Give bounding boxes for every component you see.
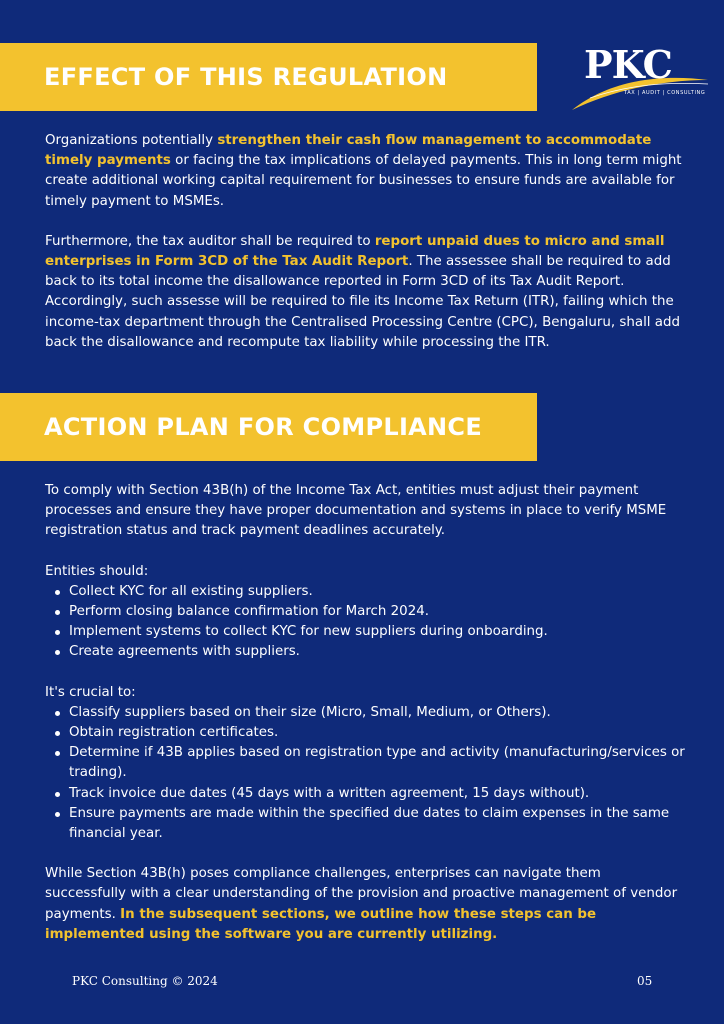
effect-section-body <box>45 131 685 353</box>
list-item: Perform closing balance confirmation for March 2024. <box>45 602 685 622</box>
text: Organizations potentially <box>45 133 218 148</box>
closing-paragraph <box>45 864 685 945</box>
text: While Section 43B(h) poses compliance challenges, enterprises can navigate them successfully with a clear understanding of the provision and proactive management of vendor payments. <box>45 866 678 922</box>
highlight-text: In the subsequent sections, we outline how these steps can be implemented using the software you are currently utilizing. <box>45 906 597 942</box>
highlight-text: strengthen their cash flow management to accommodate timely payments <box>45 133 652 169</box>
entities-should-list <box>45 582 685 663</box>
list-title: It's crucial to: <box>45 684 136 700</box>
list-item: Determine if 43B applies based on registration type and activity (manufacturing/services or trading). <box>45 743 685 783</box>
pkc-logo <box>570 40 710 112</box>
section-heading: EFFECT OF THIS REGULATION <box>44 63 448 91</box>
text: or facing the tax implications of delayed payments. This in long term might create additional working capital requirement for businesses to ensure funds are available for timely payment to MSMEs. <box>45 153 682 209</box>
section-banner-action-plan <box>0 393 537 461</box>
paragraph <box>45 131 685 212</box>
list-item: Obtain registration certificates. <box>45 723 685 743</box>
footer-copyright: PKC Consulting © 2024 <box>72 974 218 988</box>
paragraph <box>45 232 685 353</box>
list-item: Implement systems to collect KYC for new suppliers during onboarding. <box>45 622 685 642</box>
list-item: Create agreements with suppliers. <box>45 642 685 662</box>
list-item: Collect KYC for all existing suppliers. <box>45 582 685 602</box>
section-heading: ACTION PLAN FOR COMPLIANCE <box>44 413 483 441</box>
list-title: Entities should: <box>45 563 149 579</box>
section-banner-effect <box>0 43 537 111</box>
list-item: Ensure payments are made within the specified due dates to claim expenses in the same financial year. <box>45 804 685 844</box>
crucial-to-list <box>45 703 685 844</box>
action-plan-body <box>45 481 685 945</box>
text: . The assessee shall be required to add back to its total income the disallowance reported in Form 3CD of its Tax Audit Report. Accordingly, such assesse will be required to file its Income Tax Return (ITR), failing which the income-tax department through the Centralised Processing Centre (CPC), Bengaluru, shall add back the disallowance and recompute tax liability while processing the ITR. <box>45 254 680 350</box>
list-item: Classify suppliers based on their size (Micro, Small, Medium, or Others). <box>45 703 685 723</box>
text: Furthermore, the tax auditor shall be required to <box>45 233 375 249</box>
intro-paragraph: To comply with Section 43B(h) of the Income Tax Act, entities must adjust their payment processes and ensure they have proper documentation and systems in place to verify MSME registration status and track payment deadlines accurately. <box>45 483 667 539</box>
page-number: 05 <box>637 974 653 988</box>
list-item: Track invoice due dates (45 days with a written agreement, 15 days without). <box>45 784 685 804</box>
highlight-text: report unpaid dues to micro and small enterprises in Form 3CD of the Tax Audit Report <box>45 233 665 270</box>
logo-wordmark: PKC <box>584 42 672 87</box>
logo-tagline: TAX | AUDIT | CONSULTING <box>624 90 706 96</box>
